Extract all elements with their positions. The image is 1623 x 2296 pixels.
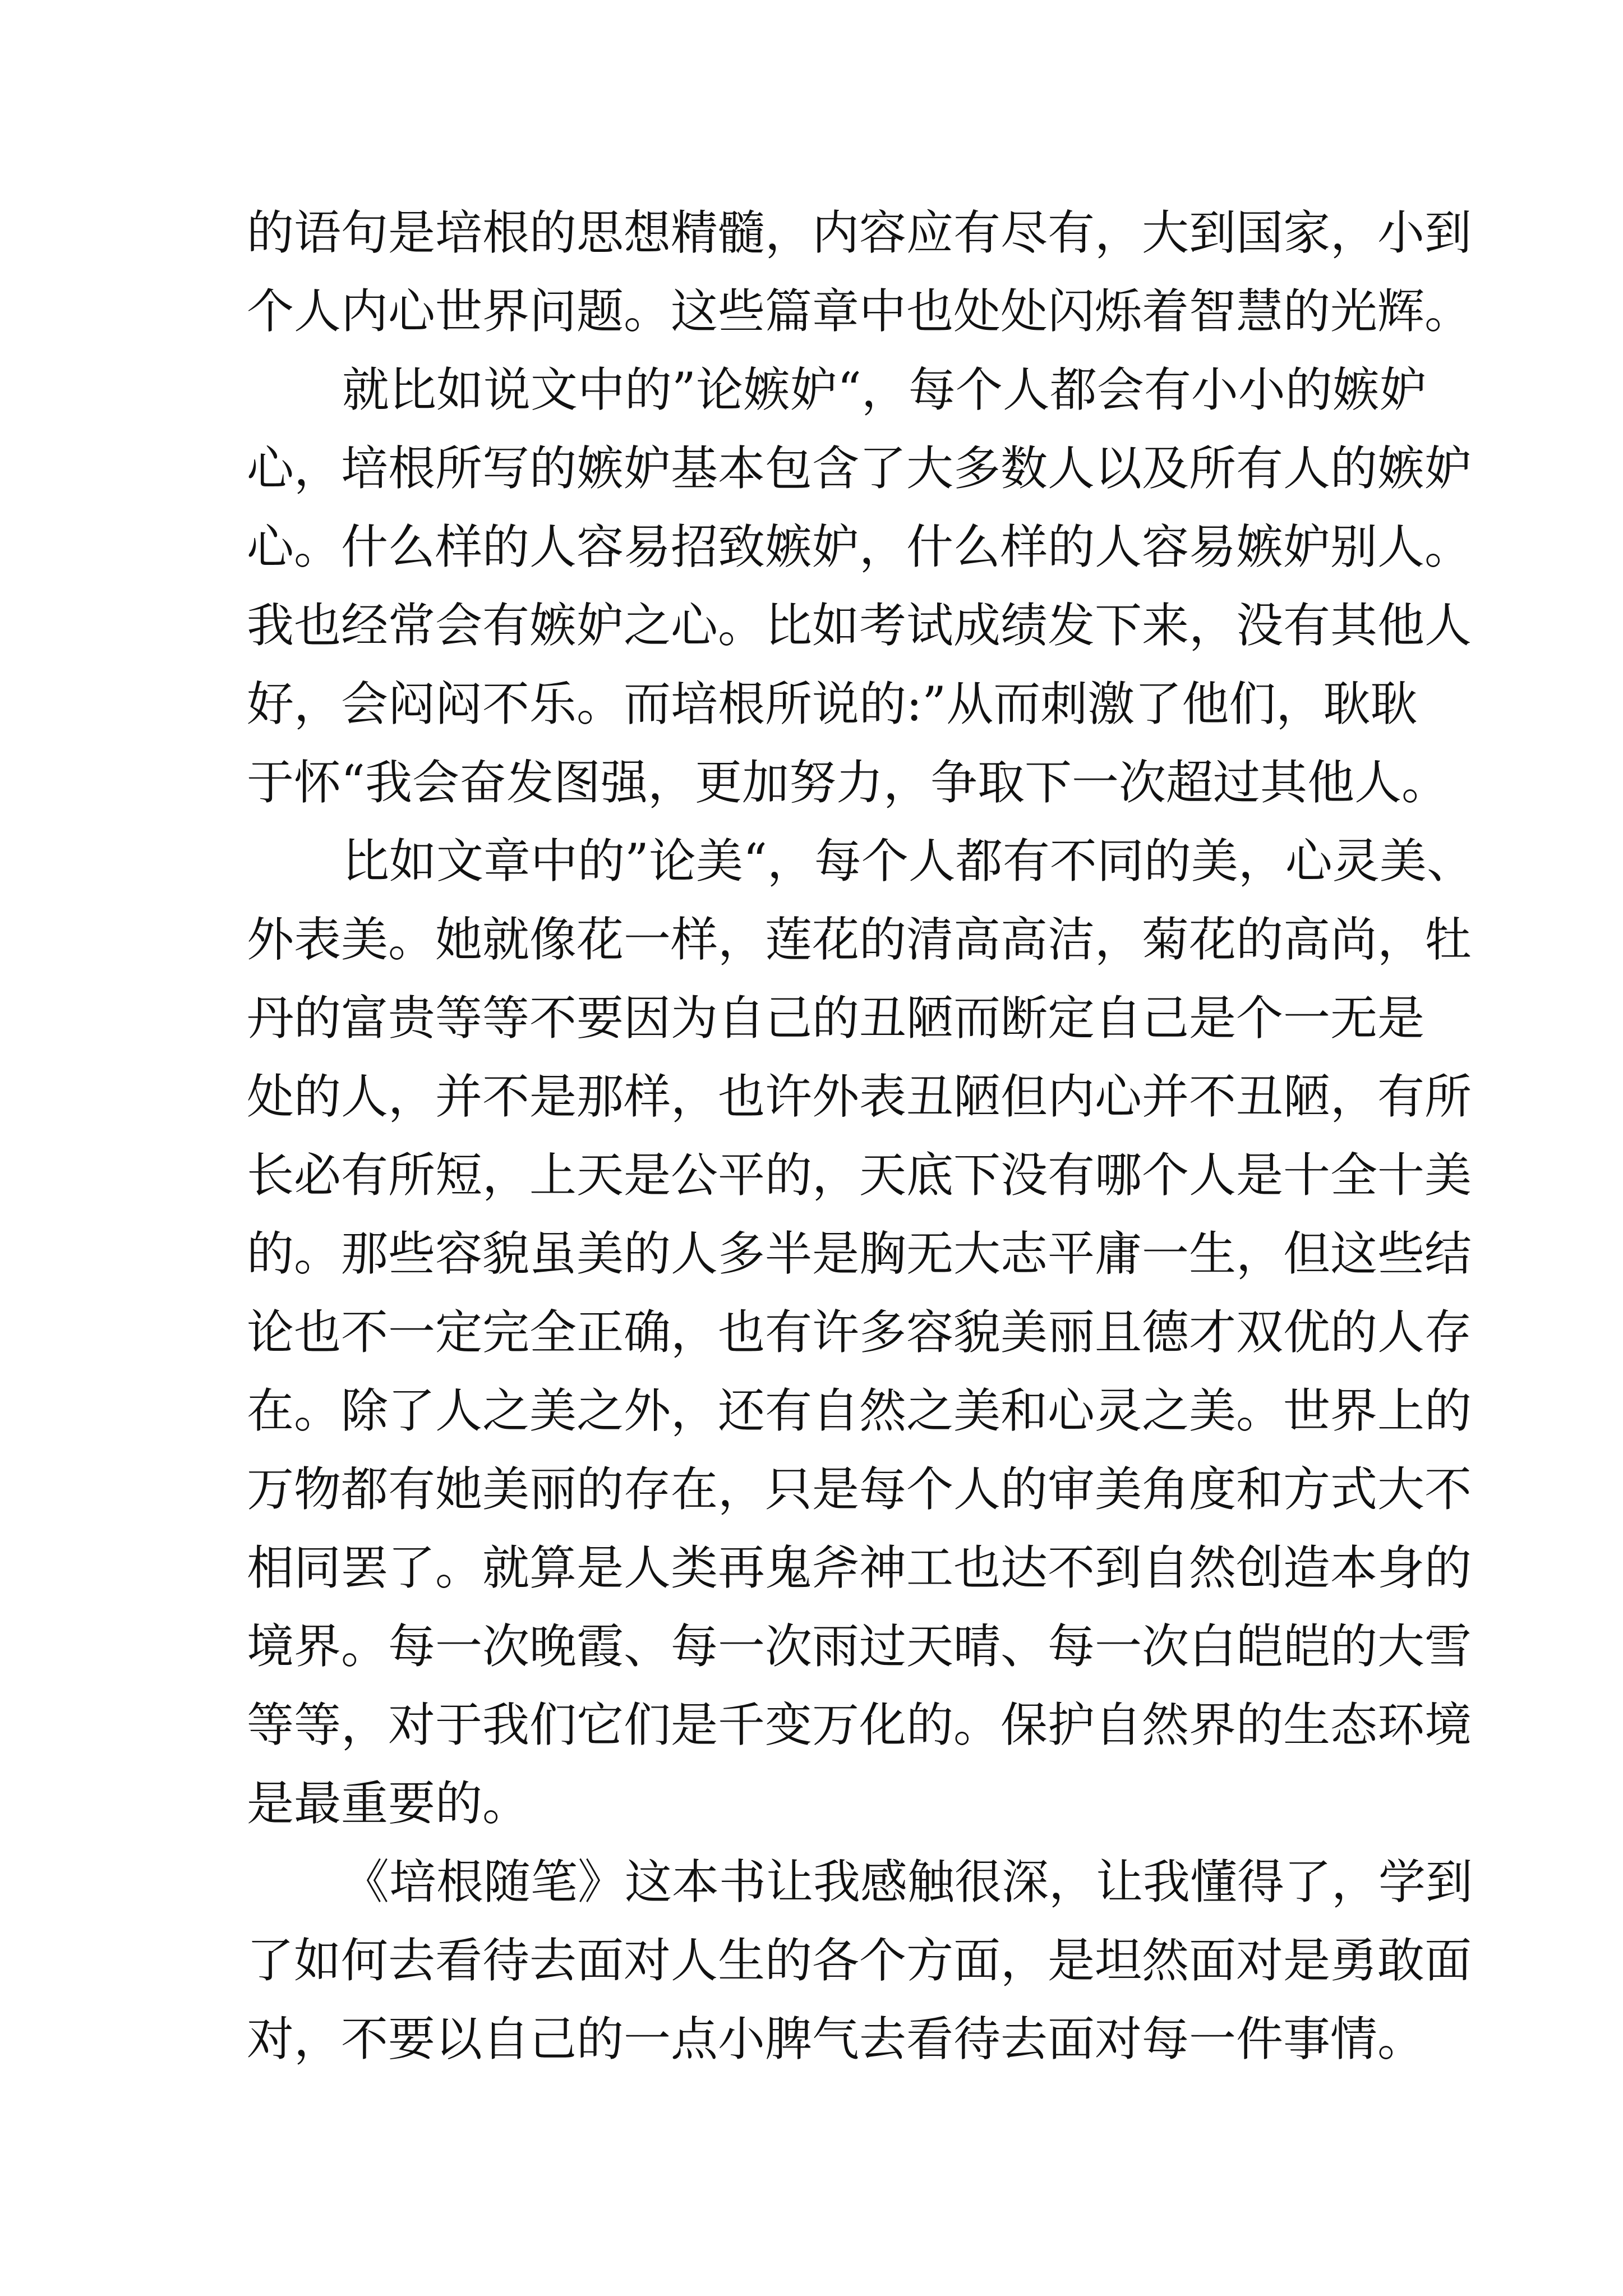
text-line: 在。除了人之美之外，还有自然之美和心灵之美。世界上的 — [247, 1383, 1472, 1438]
text-line: 了如何去看待去面对人生的各个方面，是坦然面对是勇敢面 — [247, 1933, 1472, 1988]
text-line: 处的人，并不是那样，也许外表丑陋但内心并不丑陋，有所 — [247, 1069, 1472, 1124]
text-line: 于怀“我会奋发图强，更加努力，争取下一次超过其他人。 — [247, 755, 1449, 810]
text-line: 是最重要的。 — [247, 1776, 530, 1831]
text-line: 万物都有她美丽的存在，只是每个人的审美角度和方式大不 — [247, 1462, 1472, 1517]
text-line: 外表美。她就像花一样，莲花的清高高洁，菊花的高尚，牡 — [247, 912, 1472, 967]
text-line: 丹的富贵等等不要因为自己的丑陋而断定自己是个一无是 — [247, 991, 1425, 1046]
paragraph-start-line: 比如文章中的”论美“，每个人都有不同的美，心灵美、 — [342, 834, 1474, 889]
paragraph-start-line: 就比如说文中的”论嫉妒“，每个人都会有小小的嫉妒 — [342, 362, 1427, 417]
text-line: 好，会闷闷不乐。而培根所说的:”从而刺激了他们，耿耿 — [247, 677, 1418, 731]
text-line: 的。那些容貌虽美的人多半是胸无大志平庸一生，但这些结 — [247, 1226, 1472, 1281]
text-line: 相同罢了。就算是人类再鬼斧神工也达不到自然创造本身的 — [247, 1540, 1472, 1595]
text-line: 境界。每一次晚霞、每一次雨过天晴、每一次白皑皑的大雪 — [247, 1619, 1472, 1674]
text-line: 个人内心世界问题。这些篇章中也处处闪烁着智慧的光辉。 — [247, 284, 1472, 339]
text-line: 心，培根所写的嫉妒基本包含了大多数人以及所有人的嫉妒 — [247, 441, 1472, 496]
text-line: 我也经常会有嫉妒之心。比如考试成绩发下来，没有其他人 — [247, 598, 1472, 653]
text-line: 心。什么样的人容易招致嫉妒，什么样的人容易嫉妒别人。 — [247, 519, 1472, 574]
text-line: 的语句是培根的思想精髓，内容应有尽有，大到国家，小到 — [247, 205, 1472, 260]
text-line: 等等，对于我们它们是千变万化的。保护自然界的生态环境 — [247, 1697, 1472, 1752]
text-line: 论也不一定完全正确，也有许多容貌美丽且德才双优的人存 — [247, 1305, 1472, 1360]
paragraph-start-line: 《培根随笔》这本书让我感触很深，让我懂得了，学到 — [342, 1855, 1473, 1910]
text-line: 对，不要以自己的一点小脾气去看待去面对每一件事情。 — [247, 2012, 1425, 2067]
text-line: 长必有所短，上天是公平的，天底下没有哪个人是十全十美 — [247, 1148, 1472, 1203]
